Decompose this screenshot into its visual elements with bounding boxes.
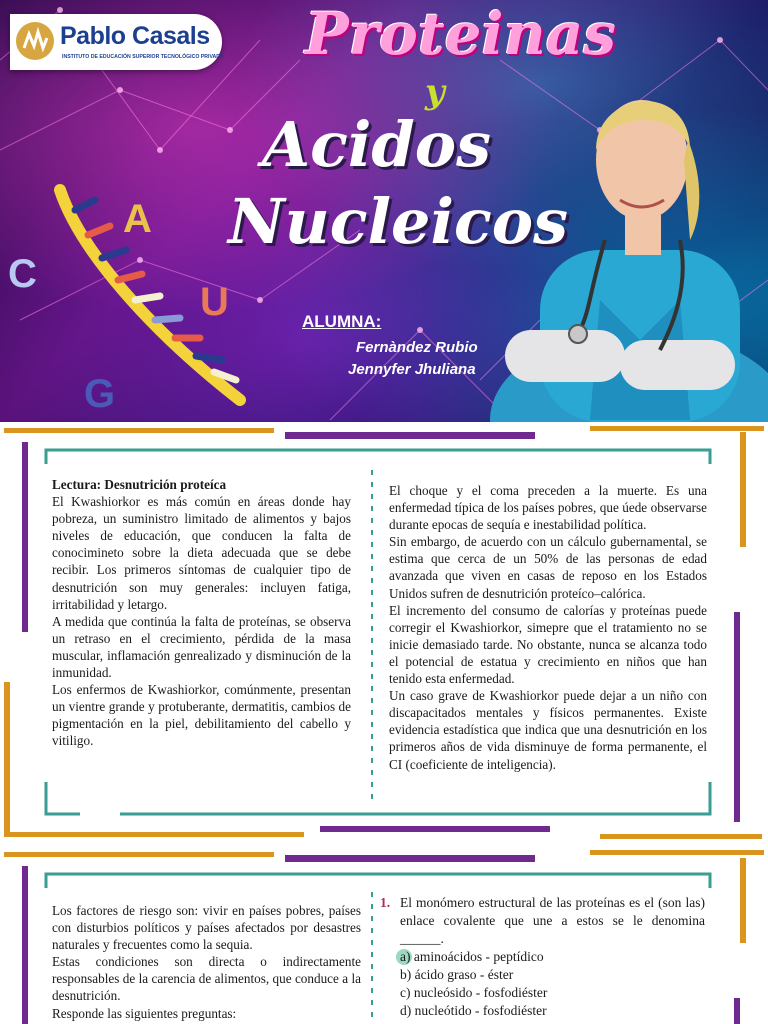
institute-logo: [10, 14, 225, 70]
title-nucleicos: Nucleicos: [228, 185, 569, 258]
nucleotide-letter-u: U: [200, 280, 229, 324]
question-number: 1.: [380, 895, 391, 910]
cover-banner: [0, 0, 768, 422]
reading-paragraph: El Kwashiorkor es más común en áreas donde hay pobreza, un suministro limitado de alimentos y bajos niveles de educación, que conducen la falta de conocimineto sobre la dieta adecuada que se debe recibir. Los primeros síntomas de cualquier tipo de desnutrición son muy generales: incluyen fatiga, irritabilidad y letargo.: [52, 494, 351, 612]
question-1: [380, 894, 705, 1020]
nucleotide-letter-c: C: [8, 252, 37, 296]
reading-paragraph: Los enfermos de Kwashiorkor, comúnmente, presentan un vientre grande y protuberante, dermatitis, cambios de pigmentación en la piel, debilitamiento del cabello y vitiligo.: [52, 682, 351, 749]
answer-option-d[interactable]: d) nucleótido - fosfodiéster: [400, 1003, 547, 1018]
reading-panel: [0, 422, 768, 848]
answer-option-c[interactable]: c) nucleósido - fosfodiéster: [400, 985, 548, 1000]
title-acidos: Acidos: [262, 108, 492, 181]
student-given-name: Jennyfer Jhuliana: [348, 361, 476, 378]
questions-panel: [0, 848, 768, 1024]
section-paragraph: Estas condiciones son directa o indirectamente responsables de la carencia de alimentos, que conduce a la desnutrición.: [52, 954, 361, 1004]
answer-option-b[interactable]: b) ácido graso - éster: [400, 967, 514, 982]
section-paragraph: Los factores de riesgo son: vivir en países pobres, países con disturbios políticos y países afectados por desastres naturales y frecuentes como la sequia.: [52, 903, 361, 953]
answer-option-a[interactable]: a) aminoácidos - peptídico: [400, 948, 705, 966]
reading-paragraph: Un caso grave de Kwashiorkor puede dejar a un niño con discapacitados mentales y físicos permanentes. Existe evidencia estadística que indica que una desnutrición en los primeros años de vida disminuye de forma permanente, el CI (coeficiente de inteligencia).: [389, 688, 707, 772]
risk-factors-column: [52, 902, 361, 1022]
reading-paragraph: A medida que continúa la falta de proteínas, se observa un retraso en el crecimiento, pérdida de la masa muscular, inflamación genrealizado y disminución de la inmunidad.: [52, 613, 351, 681]
reading-heading: Lectura: Desnutrición proteíca: [52, 477, 227, 492]
title-proteinas: Proteinas: [305, 0, 616, 68]
reading-left-column: [52, 476, 351, 750]
nucleotide-letter-g: G: [84, 372, 116, 416]
answer-options: [400, 948, 705, 1020]
student-surname: Fernàndez Rubio: [356, 339, 478, 356]
nucleotide-letter-a: A: [123, 197, 152, 241]
reading-paragraph: El choque y el coma preceden a la muerte. Es una enfermedad típica de los países pobres, que úede observarse durante epocas de sequía e inestabilidad política.: [389, 483, 707, 533]
question-text: El monómero estructural de las proteínas es el (son las) enlace covalente que une a estos se le denomina ______.: [400, 895, 705, 946]
logo-subtitle: INSTITUTO DE EDUCACIÓN SUPERIOR TECNOLÓGICO PRIVADO: [62, 54, 225, 60]
title-connector: y: [425, 72, 445, 112]
nurse-photo: [490, 100, 768, 422]
logo-emblem-icon: [16, 22, 54, 60]
logo-name: Pablo Casals: [60, 22, 210, 50]
reading-paragraph: Sin embargo, de acuerdo con un cálculo gubernamental, se estima que cerca de un 50% de las personas de edad avanzada que viven en casas de reposo en los Estados Unidos sufren de desnutrición proteíco–calórica.: [389, 534, 707, 601]
student-label: ALUMNA:: [302, 312, 382, 331]
reading-paragraph: El incremento del consumo de calorías y proteínas puede corregir el Kwashiorkor, simepre que el tratamiento no se inicie demasiado tarde. No obstante, nunca se alcanza todo el potencial de estatua y crecimiento en niños que han tenido esta enfermedad.: [389, 602, 707, 687]
reading-right-column: [389, 482, 707, 773]
section-paragraph: Responde las siguientes preguntas:: [52, 1005, 237, 1021]
